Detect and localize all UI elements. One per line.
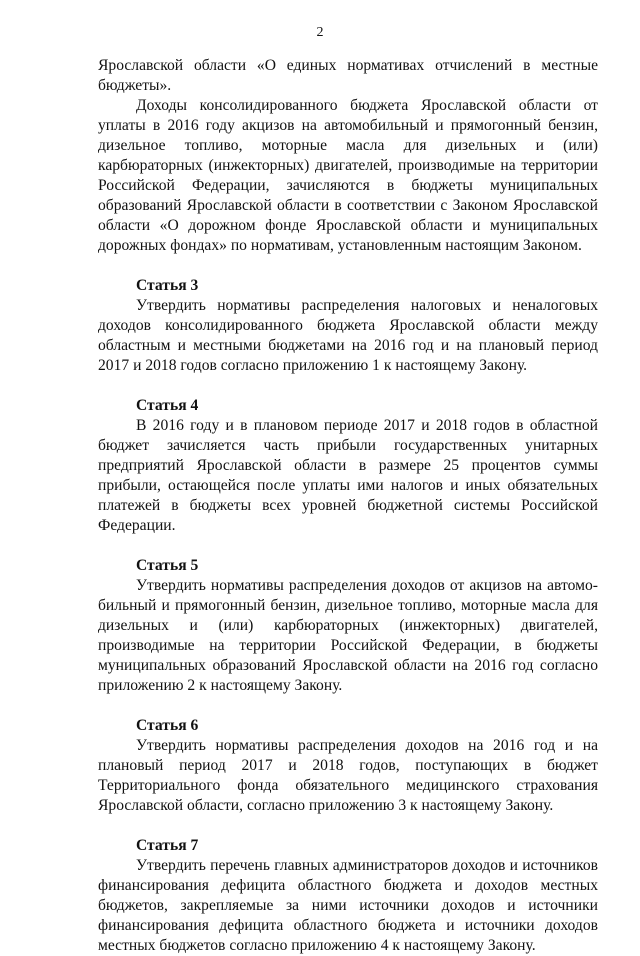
intro-paragraph: Доходы консолидированного бюджета Ярославской области от уплаты в 2016 году акцизов на автомобильный и прямогонный бензин, дизельное топливо, моторные масла для дизельных и (или) карбюраторных (инжекторных) двигателей, производимые на территории Российской Федерации, зачисляются в бюджеты муниципальных образований Ярославской области в соответствии с Законом Ярославской области «О дорожном фонде Ярославской области и муниципальных дорожных фондах» по нормативам, установленным настоящим Законом. [98, 97, 598, 254]
article-heading: Статья 6 [136, 717, 199, 734]
intro-continuation: Ярославской области «О единых нормативах отчислений в местные бюджеты». [98, 57, 598, 94]
article-heading: Статья 3 [136, 277, 199, 294]
article-3 [98, 276, 598, 376]
article-4 [98, 396, 598, 536]
article-6 [98, 716, 598, 816]
article-text: В 2016 году и в плановом периоде 2017 и 2018 годов в областной бюджет зачисляется часть прибыли государственных унитарных предприятий Ярославской области в размере 25 процентов суммы прибыли, остающейся после уплаты ими налогов и иных обязательных платежей в бюджеты всех уровней бюджетной системы Российской Федерации. [98, 417, 598, 534]
article-text: Утвердить перечень главных администраторов доходов и источников финансирования дефицита областного бюджета и доходов местных бюджетов, закрепляемые за ними источники доходов и источники финансирования дефицита областного бюджета и источники доходов местных бюджетов согласно приложению 4 к настоящему Закону. [98, 857, 598, 954]
article-heading: Статья 7 [136, 837, 199, 854]
article-text: Утвердить нормативы распределения доходов от акцизов на автомобильный и прямогонный бензин, дизельное топливо, моторные масла для дизельных и (или) карбюраторных (инжекторных) двигателей, производимые на территории Российской Федерации, в бюджеты муниципальных образований Ярославской области на 2016 год согласно приложению 2 к настоящему Закону. [98, 577, 598, 694]
document-body [98, 56, 598, 956]
article-heading: Статья 5 [136, 557, 199, 574]
article-7 [98, 836, 598, 956]
article-5 [98, 556, 598, 696]
article-heading: Статья 4 [136, 397, 199, 414]
page-number: 2 [316, 25, 324, 40]
article-text: Утвердить нормативы распределения доходов на 2016 год и на плановый период 2017 и 2018 годов, поступающих в бюджет Территориального фонда обязательного медицинского страхования Ярославской области, согласно приложению 3 к настоящему Закону. [98, 737, 598, 814]
article-text: Утвердить нормативы распределения налоговых и неналоговых доходов консолидированного бюджета Ярославской области между областным и местными бюджетами на 2016 год и на плановый период 2017 и 2018 годов согласно приложению 1 к настоящему Закону. [98, 297, 598, 374]
